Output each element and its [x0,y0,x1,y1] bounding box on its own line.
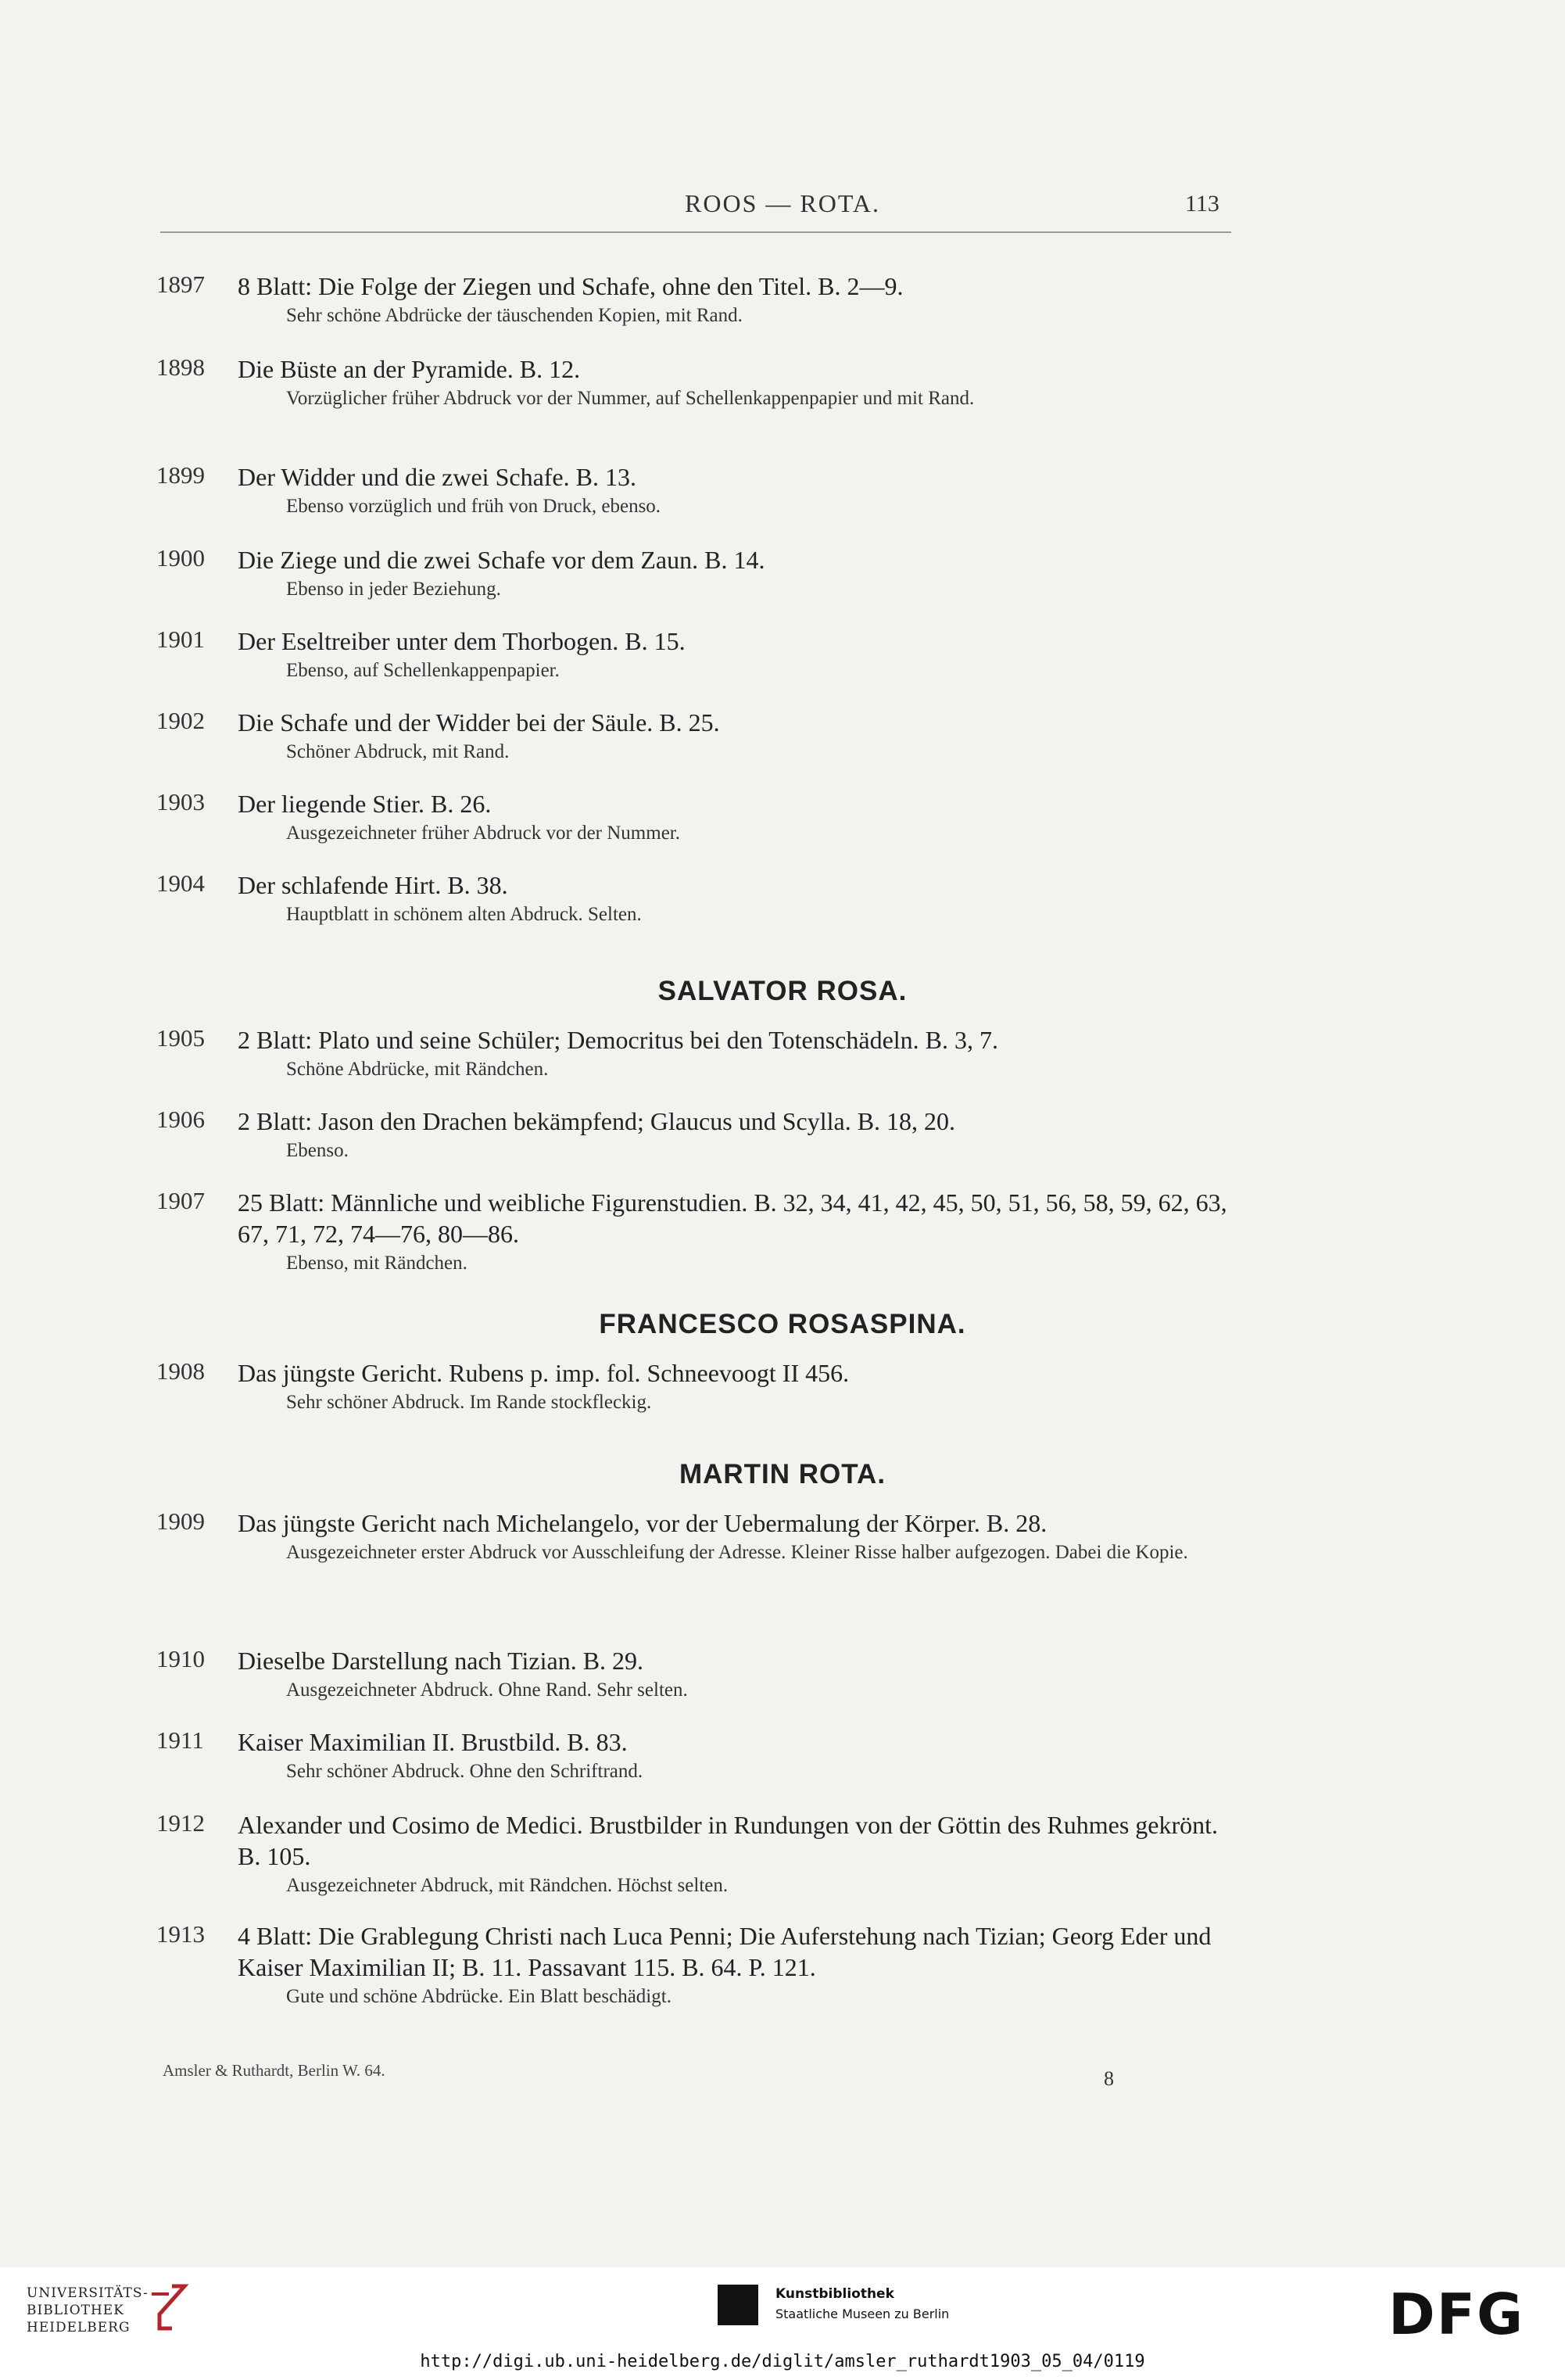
catalog-entry [156,461,1235,519]
page-number: 113 [1185,191,1219,217]
catalog-entry [156,1024,1235,1082]
entry-note: Ausgezeichneter früher Abdruck vor der Nummer. [286,823,680,844]
entry-title: Kaiser Maximilian II. Brustbild. B. 83. [238,1728,628,1756]
ub-heidelberg-logo[interactable] [27,2285,149,2336]
catalog-entry [156,1726,1235,1784]
catalog-entry [156,271,1235,328]
entry-note: Schöner Abdruck, mit Rand. [286,741,510,762]
entry-note: Sehr schöner Abdruck. Ohne den Schriftrand. [286,1761,643,1782]
lot-number: 1906 [156,1106,205,1133]
entry-note: Vorzüglicher früher Abdruck vor der Nummer, auf Schellenkappenpapier und mit Rand. [286,388,975,409]
lot-number: 1902 [156,707,205,734]
lot-number: 1905 [156,1024,205,1052]
entry-note: Sehr schöner Abdruck. Im Rande stockfleckig. [286,1392,652,1413]
entry-title: 8 Blatt: Die Folge der Ziegen und Schafe, ohne den Titel. B. 2—9. [238,272,904,300]
ub-logo-line: UNIVERSITÄTS- [27,2285,149,2301]
section-heading-francesco-rosaspina: FRANCESCO ROSASPINA. [599,1309,966,1339]
catalog-entry [156,869,1235,927]
catalog-entry [156,1357,1235,1415]
lot-number: 1912 [156,1809,205,1837]
catalog-entry [156,788,1235,846]
ub-logo-line: BIBLIOTHEK [27,2303,124,2318]
catalog-entry [156,1106,1235,1163]
lot-number: 1908 [156,1357,205,1385]
entry-title: Der Widder und die zwei Schafe. B. 13. [238,463,636,491]
catalog-entry [156,1920,1235,2009]
entry-note: Gute und schöne Abdrücke. Ein Blatt beschädigt. [286,1986,671,2007]
entry-note: Ausgezeichneter Abdruck. Ohne Rand. Sehr selten. [286,1679,688,1701]
signature-mark: 8 [1104,2067,1114,2090]
catalog-entry [156,707,1235,765]
kunstbibliothek-name[interactable]: Kunstbibliothek [775,2286,894,2302]
lot-number: 1909 [156,1507,205,1535]
entry-title: Dieselbe Darstellung nach Tizian. B. 29. [238,1647,644,1675]
entry-title: Der schlafende Hirt. B. 38. [238,871,508,899]
entry-note: Schöne Abdrücke, mit Rändchen. [286,1059,549,1080]
catalog-entry [156,1187,1235,1276]
entry-note: Ebenso, auf Schellenkappenpapier. [286,660,560,681]
entry-note: Ausgezeichneter Abdruck, mit Rändchen. Höchst selten. [286,1875,729,1896]
entry-note: Ebenso in jeder Beziehung. [286,579,501,600]
ub-mark-icon [145,2283,189,2333]
kunstbibliothek-logo-icon [718,2285,758,2325]
dfg-logo[interactable]: DFG [1388,2281,1525,2347]
entry-note: Ebenso. [286,1140,349,1161]
lot-number: 1907 [156,1187,205,1214]
catalog-entry [156,1645,1235,1703]
catalog-entry [156,625,1235,683]
entry-title: Die Büste an der Pyramide. B. 12. [238,355,581,383]
lot-number: 1911 [156,1726,204,1754]
running-head: ROOS — ROTA. [685,189,880,217]
entry-title: 4 Blatt: Die Grablegung Christi nach Luca Penni; Die Auferstehung nach Tizian; Georg Eder und Kaiser Maximilian II; B. 11. Passavant 115. B. 64. P. 121. [238,1922,1212,1981]
header-rule [160,231,1231,233]
entry-note: Sehr schöne Abdrücke der täuschenden Kopien, mit Rand. [286,305,743,326]
catalog-entry [156,544,1235,602]
permalink-url[interactable]: http://digi.ub.uni-heidelberg.de/diglit/amsler_ruthardt1903_05_04/0119 [420,2352,1145,2371]
entry-title: Alexander und Cosimo de Medici. Brustbilder in Rundungen von der Göttin des Ruhmes gekrönt. B. 105. [238,1811,1219,1870]
lot-number: 1901 [156,625,205,653]
entry-title: Das jüngste Gericht nach Michelangelo, vor der Uebermalung der Körper. B. 28. [238,1509,1048,1537]
lot-number: 1897 [156,271,205,298]
entry-title: 25 Blatt: Männliche und weibliche Figurenstudien. B. 32, 34, 41, 42, 45, 50, 51, 56, 58, 59, 62, 63, 67, 71, 72, 74—76, 80—86. [238,1188,1227,1248]
section-heading-martin-rota: MARTIN ROTA. [679,1459,886,1489]
entry-note: Ebenso vorzüglich und früh von Druck, ebenso. [286,496,661,517]
printer-imprint: Amsler & Ruthardt, Berlin W. 64. [163,2061,385,2080]
entry-note: Ausgezeichneter erster Abdruck vor Ausschleifung der Adresse. Kleiner Risse halber aufgezogen. Dabei die Kopie. [286,1542,1188,1563]
lot-number: 1904 [156,869,205,897]
lot-number: 1910 [156,1645,205,1672]
lot-number: 1899 [156,461,205,489]
entry-note: Hauptblatt in schönem alten Abdruck. Selten. [286,904,642,925]
catalog-entry [156,1809,1235,1898]
entry-note: Ebenso, mit Rändchen. [286,1253,467,1274]
entry-title: Der Eseltreiber unter dem Thorbogen. B. 15. [238,627,686,655]
catalog-entry [156,353,1235,411]
entry-title: Das jüngste Gericht. Rubens p. imp. fol. Schneevoogt II 456. [238,1359,850,1387]
lot-number: 1903 [156,788,205,815]
lot-number: 1900 [156,544,205,572]
kunstbibliothek-subtitle: Staatliche Museen zu Berlin [775,2307,950,2321]
entry-title: Die Ziege und die zwei Schafe vor dem Zaun. B. 14. [238,546,765,574]
ub-logo-line: HEIDELBERG [27,2320,131,2335]
section-heading-salvator-rosa: SALVATOR ROSA. [657,976,908,1006]
lot-number: 1898 [156,353,205,381]
entry-title: 2 Blatt: Plato und seine Schüler; Democritus bei den Totenschädeln. B. 3, 7. [238,1026,998,1054]
entry-title: Der liegende Stier. B. 26. [238,790,492,818]
lot-number: 1913 [156,1920,205,1948]
entry-title: Die Schafe und der Widder bei der Säule. B. 25. [238,708,720,737]
entry-title: 2 Blatt: Jason den Drachen bekämpfend; Glaucus und Scylla. B. 18, 20. [238,1107,956,1135]
catalog-entry [156,1507,1235,1565]
